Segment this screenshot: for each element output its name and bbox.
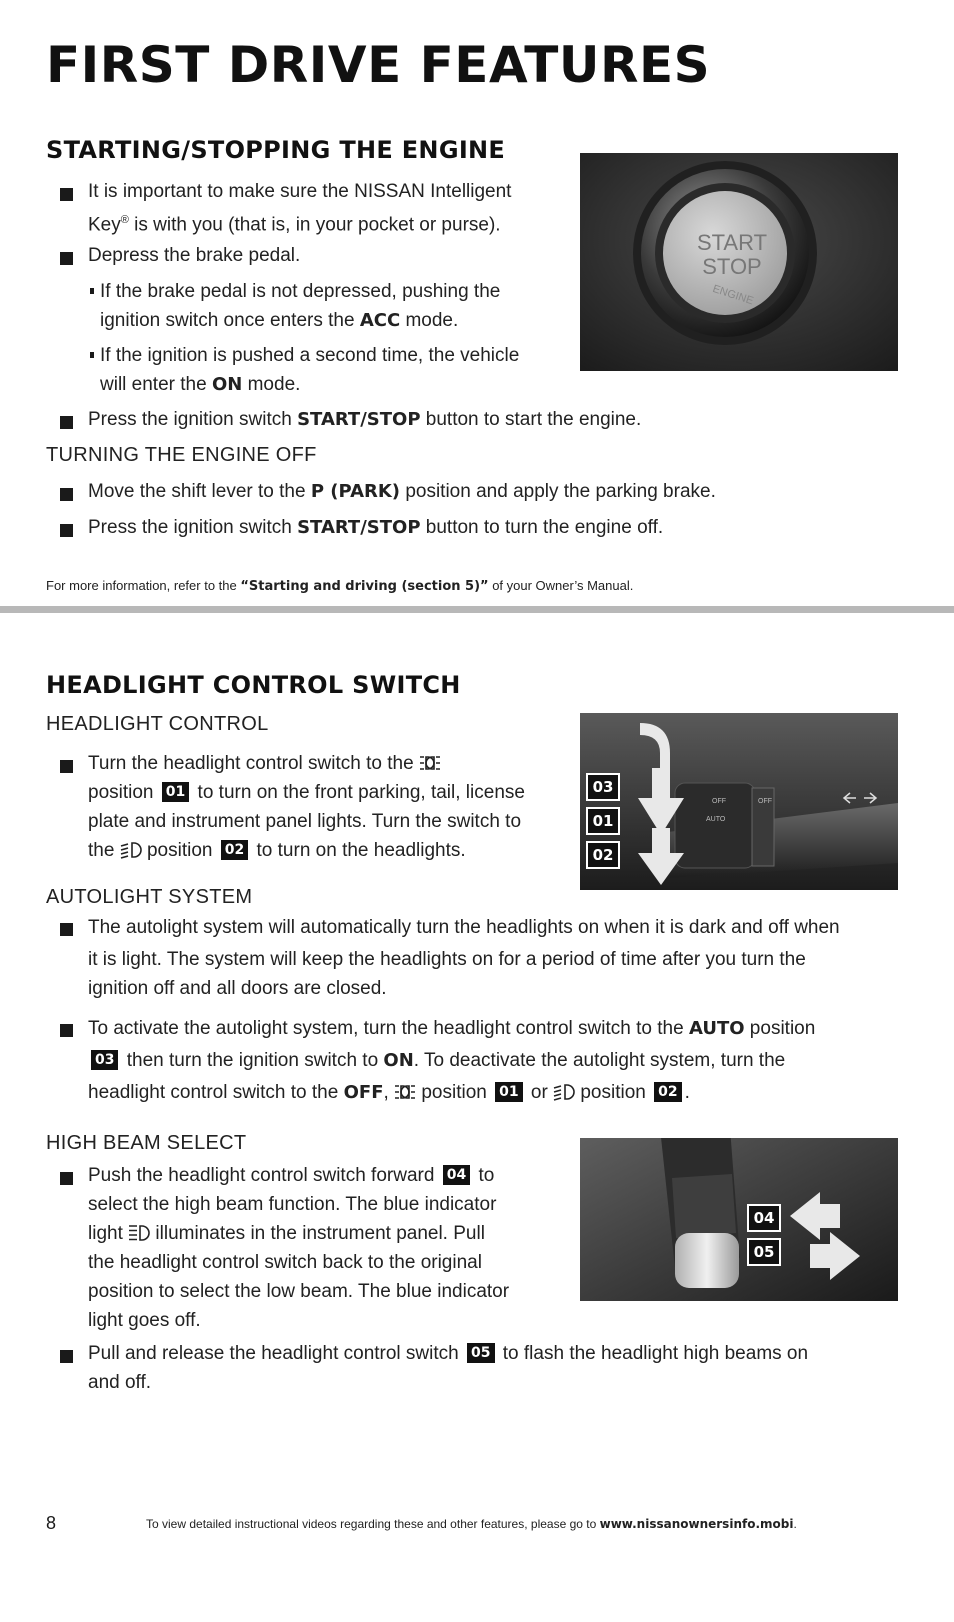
page-title: FIRST DRIVE FEATURES <box>46 36 711 94</box>
text-line: it is light. The system will keep the headlights on for a period of time after you turn the <box>88 949 806 970</box>
text-line: The autolight system will automatically turn the headlights on when it is dark and off when <box>88 917 840 938</box>
text-line: mode. <box>400 310 459 331</box>
section-heading-headlight: HEADLIGHT CONTROL SWITCH <box>46 671 461 699</box>
bullet-square <box>60 1024 73 1037</box>
text-line: to flash the headlight high beams on <box>502 1343 809 1364</box>
high-beam-bullet-2 <box>88 1339 808 1397</box>
bullet-square <box>60 923 73 936</box>
bullet-square <box>60 1172 73 1185</box>
text-line: position <box>88 782 154 803</box>
text-line: . <box>684 1082 690 1103</box>
callout-02: 02 <box>586 841 620 869</box>
text-line: ignition switch once enters the <box>100 310 360 331</box>
headlight-low-beam-icon <box>120 841 142 859</box>
text-line: headlight control switch to the <box>88 1082 344 1103</box>
autolight-bullet-1 <box>88 912 840 1008</box>
text-line: to turn on the front parking, tail, license <box>197 782 525 803</box>
text-line: Press the ignition switch <box>88 517 298 538</box>
text-line: the headlight control switch back to the original <box>88 1252 482 1273</box>
section-heading-starting: STARTING/STOPPING THE ENGINE <box>46 136 506 164</box>
registered-mark: ® <box>120 214 129 226</box>
text-line: Pull and release the headlight control switch <box>88 1343 459 1364</box>
high-beam-stalk-photo <box>580 1138 898 1301</box>
footer-url-link[interactable]: www.nissanownersinfo.mobi <box>599 1517 794 1531</box>
parking-light-icon <box>394 1083 416 1101</box>
text-line: will enter the <box>100 374 212 395</box>
on-mode-text: ON <box>211 374 243 395</box>
text-line: . <box>793 1517 797 1531</box>
text-line: position <box>580 1082 646 1103</box>
text-line: light goes off. <box>88 1310 201 1331</box>
bullet-square <box>60 1350 73 1363</box>
text-line: is with you (that is, in your pocket or purse). <box>128 214 501 236</box>
acc-mode-text: ACC <box>359 310 401 331</box>
callout-04: 04 <box>747 1204 781 1232</box>
stalk-auto-label: AUTO <box>706 816 726 823</box>
photo-start-text: START <box>696 230 768 255</box>
text-line: Key <box>88 214 121 236</box>
text-line: button to start the engine. <box>420 409 642 430</box>
text-line: It is important to make sure the NISSAN Intelligent <box>88 181 512 202</box>
headlight-control-heading: HEADLIGHT CONTROL <box>46 713 269 735</box>
stalk-off-label-2: OFF <box>758 798 772 805</box>
text-line: of your Owner’s Manual. <box>488 578 634 593</box>
callout-03: 03 <box>586 773 620 801</box>
text-line: or <box>530 1082 548 1103</box>
text-line: , <box>383 1082 389 1103</box>
text-line: button to turn the engine off. <box>420 517 664 538</box>
badge-01: 01 <box>162 782 189 802</box>
text-line: Move the shift lever to the <box>88 481 311 502</box>
badge-04: 04 <box>443 1165 470 1185</box>
high-beam-bullet-1 <box>88 1161 558 1335</box>
high-beam-icon <box>128 1224 150 1242</box>
text-line: select the high beam function. The blue indicator <box>88 1194 497 1215</box>
headlight-control-bullet <box>88 749 568 865</box>
auto-text: AUTO <box>688 1018 745 1039</box>
text-line: and off. <box>88 1372 152 1393</box>
text-line: position <box>146 840 213 861</box>
text-line: plate and instrument panel lights. Turn the switch to <box>88 811 522 832</box>
text-line: If the ignition is pushed a second time, the vehicle <box>100 345 520 366</box>
high-beam-stalk-illustration <box>580 1138 898 1301</box>
start-stop-text: START/STOP <box>297 409 421 430</box>
text-line: Turn the headlight control switch to the <box>88 753 414 774</box>
footer-text <box>146 1517 797 1531</box>
text-line: position and apply the parking brake. <box>400 481 716 502</box>
photo-stop-text: STOP <box>702 254 762 279</box>
headlight-stalk-illustration <box>580 713 898 890</box>
badge-05: 05 <box>467 1343 494 1363</box>
text-line: Press the ignition switch <box>88 409 298 430</box>
park-text: P (PARK) <box>310 481 401 502</box>
text-line: Push the headlight control switch forward <box>88 1165 435 1186</box>
text-line: illuminates in the instrument panel. Pull <box>155 1223 485 1244</box>
text-line: To activate the autolight system, turn the headlight control switch to the <box>88 1018 689 1039</box>
on-text: ON <box>383 1050 414 1071</box>
parking-light-icon <box>419 754 441 772</box>
text-line: mode. <box>242 374 301 395</box>
photo-engine-text: ENGINE <box>711 282 755 308</box>
text-line: the <box>88 840 115 861</box>
text-line: then turn the ignition switch to <box>126 1050 384 1071</box>
start-stop-text: START/STOP <box>297 517 421 538</box>
autolight-heading: AUTOLIGHT SYSTEM <box>46 886 253 908</box>
text-line: . To deactivate the autolight system, turn the <box>413 1050 786 1071</box>
badge-03: 03 <box>91 1050 118 1070</box>
text-line: position <box>421 1082 487 1103</box>
off-text: OFF <box>343 1082 384 1103</box>
high-beam-heading: HIGH BEAM SELECT <box>46 1132 247 1154</box>
text-line: position <box>744 1018 816 1039</box>
stalk-off-label-1: OFF <box>712 798 726 805</box>
text-line: to <box>478 1165 495 1186</box>
text-line: ignition off and all doors are closed. <box>88 978 387 999</box>
text-line: To view detailed instructional videos regarding these and other features, please go to <box>146 1517 600 1531</box>
page-number: 8 <box>46 1513 57 1533</box>
turning-off-heading: TURNING THE ENGINE OFF <box>46 444 317 466</box>
starting-bullet-2: Depress the brake pedal. <box>88 245 301 266</box>
callout-01: 01 <box>586 807 620 835</box>
manual-section-reference: “Starting and driving (section 5)” <box>240 579 489 594</box>
autolight-bullet-2 <box>88 1013 815 1109</box>
headlight-low-beam-icon <box>553 1083 575 1101</box>
text-line: If the brake pedal is not depressed, pushing the <box>100 281 501 302</box>
callout-05: 05 <box>747 1238 781 1266</box>
text-line: to turn on the headlights. <box>256 840 466 861</box>
text-line: light <box>88 1223 123 1244</box>
badge-01: 01 <box>495 1082 522 1102</box>
text-line: position to select the low beam. The blue indicator <box>88 1281 510 1302</box>
bullet-square <box>60 760 73 773</box>
badge-02: 02 <box>654 1082 681 1102</box>
text-line: For more information, refer to the <box>46 578 241 593</box>
badge-02: 02 <box>221 840 248 860</box>
headlight-switch-photo <box>580 713 898 890</box>
